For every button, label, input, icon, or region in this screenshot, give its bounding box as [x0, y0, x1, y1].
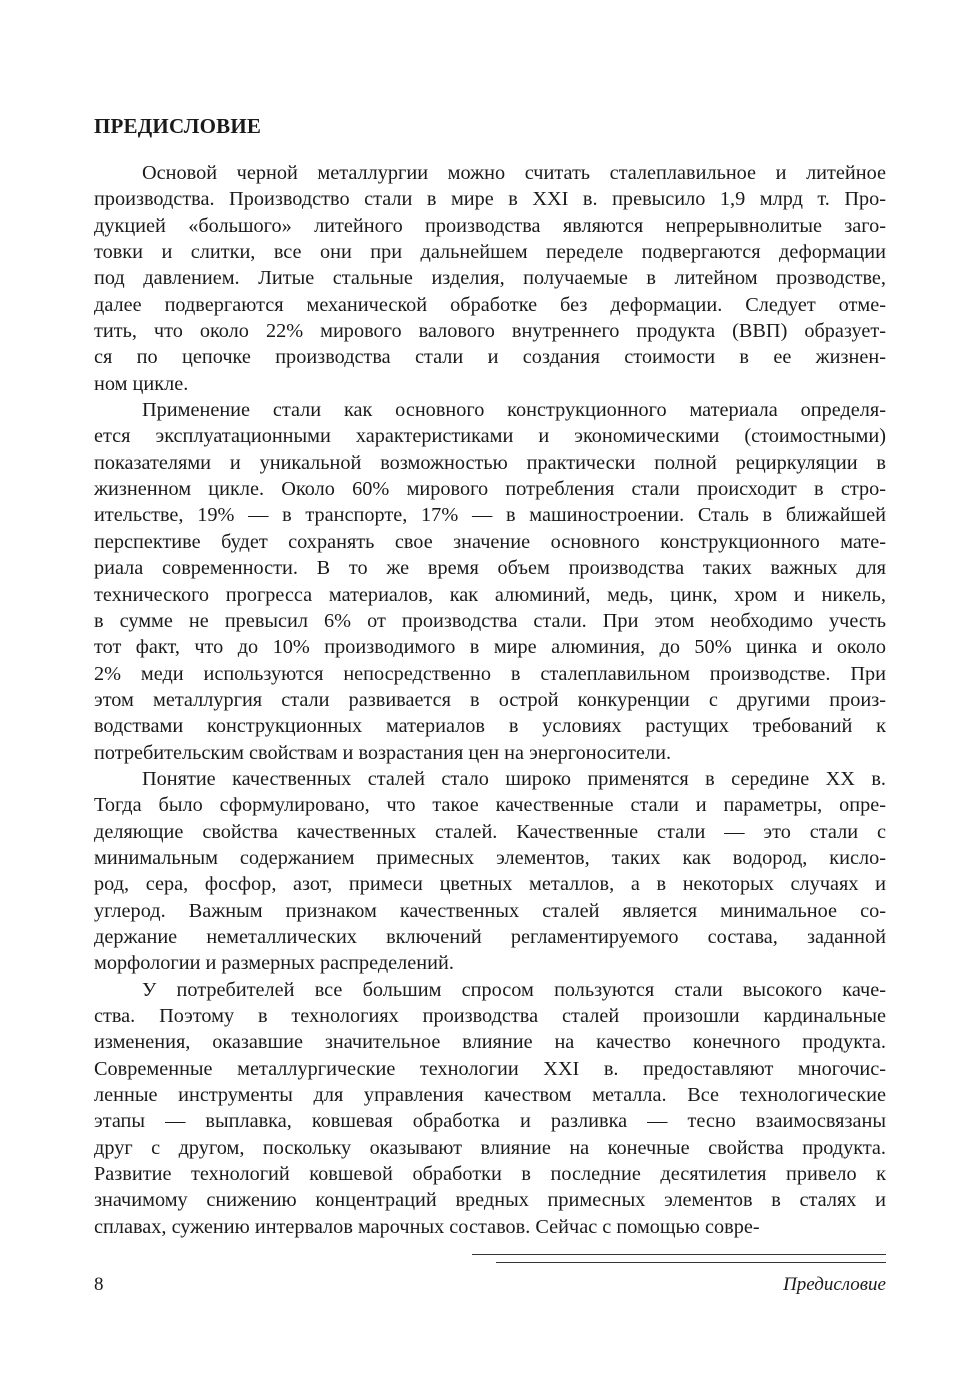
text-line: тить, что около 22% мирового валового внутреннего продукта (ВВП) образует- — [94, 320, 886, 343]
text-line: риала современности. В то же время объем производства таких важных для — [94, 557, 886, 580]
text-line: потребительским свойствам и возрастания цен на энергоносители. — [94, 741, 672, 764]
body-text — [94, 160, 886, 1240]
text-line: род, сера, фосфор, азот, примеси цветных металлов, а в некоторых случаях и — [94, 873, 886, 896]
text-line: ется эксплуатационными характеристиками и экономическими (стоимостными) — [94, 425, 886, 448]
text-line: перспективе будет сохранять свое значение основного конструкционного мате- — [94, 530, 886, 553]
text-line: ства. Поэтому в технологиях производства сталей произошли кардинальные — [94, 1005, 886, 1027]
text-line: сплавах, сужению интервалов марочных составов. Сейчас с помощью совре- — [94, 1215, 760, 1238]
text-line: У потребителей все большим спросом пользуются стали высокого каче- — [142, 978, 886, 1001]
text-line: товки и слитки, все они при дальнейшем переделе подвергаются деформации — [94, 241, 886, 264]
text-line: показателями и уникальной возможностью практически полной рециркуляции в — [94, 451, 886, 474]
text-line: значимому снижению концентраций вредных примесных элементов в сталях и — [94, 1189, 886, 1212]
text-line: этапы — выплавка, ковшевая обработка и разливка — тесно взаимосвязаны — [94, 1110, 886, 1133]
text-line: друг с другом, поскольку оказывают влияние на конечные свойства продукта. — [94, 1136, 886, 1159]
text-line: Развитие технологий ковшевой обработки в последние десятилетия привело к — [94, 1163, 886, 1186]
text-line: Тогда было сформулировано, что такое качественные стали и параметры, опре- — [94, 794, 886, 817]
page-number: 8 — [94, 1274, 104, 1295]
paragraph — [94, 977, 886, 1240]
text-line: дукцией «большого» литейного производства являются непрерывнолитые заго- — [94, 214, 886, 237]
text-line: морфологии и размерных распределений. — [94, 952, 454, 975]
text-line: жизненном цикле. Около 60% мирового потребления стали происходит в стро- — [94, 478, 886, 501]
text-line: в сумме не превысил 6% от производства стали. При этом необходимо учесть — [94, 609, 886, 632]
page-heading: ПРЕДИСЛОВИЕ — [94, 114, 262, 138]
text-line: ительстве, 19% — в транспорте, 17% — в машиностроении. Сталь в ближайшей — [94, 504, 886, 527]
text-line: производства. Производство стали в мире в XXI в. превысило 1,9 млрд т. Про- — [94, 188, 886, 211]
text-line: Основой черной металлургии можно считать сталеплавильное и литейное — [142, 162, 886, 184]
text-line: водствами конструкционных материалов в условиях растущих требований к — [94, 715, 886, 738]
text-line: под давлением. Литые стальные изделия, получаемые в литейном прозводстве, — [94, 267, 886, 290]
footer-rule-top — [472, 1254, 886, 1255]
text-line: держание неметаллических включений регламентируемого состава, заданной — [94, 925, 886, 948]
text-line: ленные инструменты для управления качеством металла. Все технологические — [94, 1084, 886, 1107]
paragraph — [94, 397, 886, 766]
text-line: ном цикле. — [94, 372, 189, 395]
text-line: углерод. Важным признаком качественных сталей является минимальное со- — [94, 899, 886, 922]
footer-rule-bottom — [496, 1262, 886, 1263]
text-line: Понятие качественных сталей стало широко применятся в середине XX в. — [142, 767, 886, 790]
text-line: тот факт, что до 10% производимого в мире алюминия, до 50% цинка и около — [94, 636, 886, 659]
text-line: ся по цепочке производства стали и создания стоимости в ее жизнен- — [94, 346, 886, 369]
text-line: минимальным содержанием примесных элементов, таких как водород, кисло- — [94, 846, 886, 869]
paragraph — [94, 160, 886, 397]
text-line: деляющие свойства качественных сталей. Качественные стали — это стали с — [94, 820, 886, 843]
text-line: изменения, оказавшие значительное влияние на качество конечного продукта. — [94, 1031, 886, 1054]
text-line: 2% меди используются непосредственно в сталеплавильном производстве. При — [94, 662, 886, 685]
text-line: Применение стали как основного конструкционного материала определя- — [142, 399, 886, 422]
text-line: этом металлургия стали развивается в острой конкуренции с другими произ- — [94, 688, 886, 711]
running-title: Предисловие — [783, 1274, 886, 1295]
text-line: далее подвергаются механической обработке без деформации. Следует отме- — [94, 293, 886, 316]
text-line: Современные металлургические технологии XXI в. предоставляют многочис- — [94, 1057, 886, 1080]
text-line: технического прогресса материалов, как алюминий, медь, цинк, хром и никель, — [94, 583, 886, 606]
paragraph — [94, 766, 886, 977]
